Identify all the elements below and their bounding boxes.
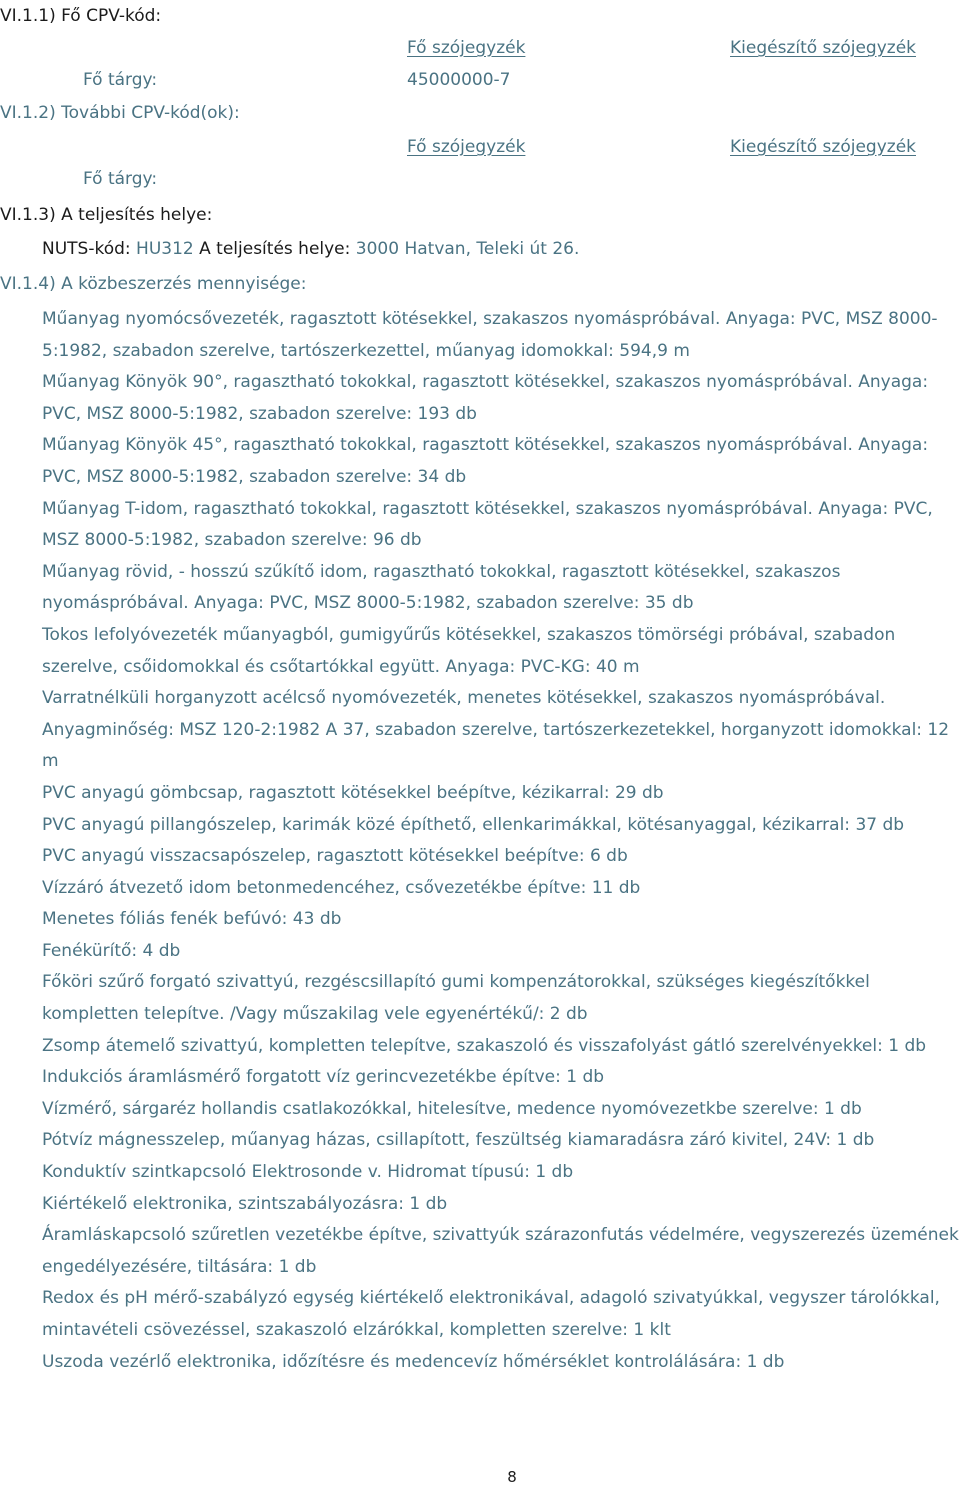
quantity-item: Varratnélküli horganyzott acélcső nyomóvezeték, menetes kötésekkel, szakaszos nyomáspróbával. Anyagminőség: MSZ 120-2:1982 A 37, szabadon szerelve, tartószerkezetekkel, horganyzott idomokkal: 12 m <box>42 688 950 772</box>
quantity-item: PVC anyagú pillangószelep, karimák közé építhető, ellenkarimákkal, kötésanyaggal, kézikarral: 37 db <box>42 814 905 835</box>
quantity-item: Vízmérő, sárgaréz hollandis csatlakozókkal, hitelesítve, medence nyomóvezetkbe szerelve: 1 db <box>42 1098 862 1119</box>
page-number: 8 <box>507 1468 517 1486</box>
quantity-item: Vízzáró átvezető idom betonmedencéhez, csővezetékbe építve: 11 db <box>42 877 641 898</box>
quantity-item: Kiértékelő elektronika, szintszabályozásra: 1 db <box>42 1193 448 1214</box>
quantity-item: Zsomp átemelő szivattyú, kompletten telepítve, szakaszoló és visszafolyást gátló szerelvényekkel: 1 db <box>42 1035 927 1056</box>
quantity-item: Főköri szűrő forgató szivattyú, rezgéscsillapító gumi kompenzátorokkal, szükséges kiegészítőkkel kompletten telepítve. /Vagy műszakilag vele egyenértékű/: 2 db <box>42 972 870 1025</box>
quantity-item: Fenékürítő: 4 db <box>42 940 181 961</box>
quantity-item: Redox és pH mérő-szabályzó egység kiértékelő elektronikával, adagoló szivatyúkkal, vegyszer tárolókkal, mintavételi csövezéssel, szakaszoló elzárókkal, kompletten szerelve: 1 klt <box>42 1288 940 1340</box>
quantity-item: Műanyag Könyök 45°, ragasztható tokokkal, ragasztott kötésekkel, szakaszos nyomáspróbával. Anyaga: PVC, MSZ 8000-5:1982, szabadon szerelve: 34 db <box>42 435 929 487</box>
place-line <box>42 238 579 260</box>
main-subject-label: Fő tárgy: <box>83 70 158 90</box>
nuts-label: NUTS-kód: <box>42 239 131 259</box>
additional-main-vocabulary-link[interactable]: Fő szójegyzék <box>407 137 526 157</box>
nuts-code: HU312 <box>136 239 194 259</box>
quantity-item: Műanyag nyomócsővezeték, ragasztott kötésekkel, szakaszos nyomáspróbával. Anyaga: PVC, MSZ 8000-5:1982, szabadon szerelve, tartószerkezettel, műanyag idomokkal: 594,9 m <box>42 309 938 361</box>
main-vocabulary-link[interactable]: Fő szójegyzék <box>407 38 526 58</box>
section-heading-additional-cpv: VI.1.2) További CPV-kód(ok): <box>0 103 240 123</box>
quantity-item: Áramláskapcsoló szűretlen vezetékbe építve, szivattyúk szárazonfutás védelmére, vegyszerezés üzemének engedélyezésére, tiltására: 1 db <box>42 1225 959 1277</box>
section-heading-quantity: VI.1.4) A közbeszerzés mennyisége: <box>0 274 307 294</box>
supplementary-vocabulary-link[interactable]: Kiegészítő szójegyzék <box>730 38 916 58</box>
quantity-item: Konduktív szintkapcsoló Elektrosonde v. Hidromat típusú: 1 db <box>42 1162 574 1183</box>
main-cpv-code: 45000000-7 <box>407 70 511 90</box>
quantity-item: PVC anyagú visszacsapószelep, ragasztott kötésekkel beépítve: 6 db <box>42 846 628 867</box>
place-label: A teljesítés helye: <box>199 239 351 259</box>
quantity-item: Menetes fóliás fenék befúvó: 43 db <box>42 909 342 930</box>
quantity-list <box>42 304 960 1378</box>
place-value: 3000 Hatvan, Teleki út 26. <box>355 239 580 259</box>
additional-supplementary-vocabulary-link[interactable]: Kiegészítő szójegyzék <box>730 137 916 157</box>
quantity-item: PVC anyagú gömbcsap, ragasztott kötésekkel beépítve, kézikarral: 29 db <box>42 782 664 803</box>
additional-subject-label: Fő tárgy: <box>83 169 158 189</box>
quantity-item: Műanyag rövid, - hosszú szűkítő idom, ragasztható tokokkal, ragasztott kötésekkel, szakaszos nyomáspróbával. Anyaga: PVC, MSZ 8000-5:1982, szabadon szerelve: 35 db <box>42 561 841 614</box>
quantity-item: Indukciós áramlásmérő forgatott víz gerincvezetékbe építve: 1 db <box>42 1067 605 1088</box>
quantity-item: Műanyag Könyök 90°, ragasztható tokokkal, ragasztott kötésekkel, szakaszos nyomáspróbával. Anyaga: PVC, MSZ 8000-5:1982, szabadon szerelve: 193 db <box>42 372 929 424</box>
quantity-item: Tokos lefolyóvezeték műanyagból, gumigyűrűs kötésekkel, szakaszos tömörségi próbával, szabadon szerelve, csőidomokkal és csőtartókkal együtt. Anyaga: PVC-KG: 40 m <box>42 624 896 677</box>
quantity-item: Műanyag T-idom, ragasztható tokokkal, ragasztott kötésekkel, szakaszos nyomáspróbával. Anyaga: PVC, MSZ 8000-5:1982, szabadon szerelve: 96 db <box>42 498 933 551</box>
quantity-item: Uszoda vezérlő elektronika, időzítésre és medencevíz hőmérséklet kontrolálására: 1 db <box>42 1351 785 1372</box>
section-heading-main-cpv: VI.1.1) Fő CPV-kód: <box>0 6 162 26</box>
quantity-item: Pótvíz mágnesszelep, műanyag házas, csillapított, feszültség kiamaradásra záró kivitel, 24V: 1 db <box>42 1130 875 1151</box>
section-heading-place: VI.1.3) A teljesítés helye: <box>0 205 213 225</box>
